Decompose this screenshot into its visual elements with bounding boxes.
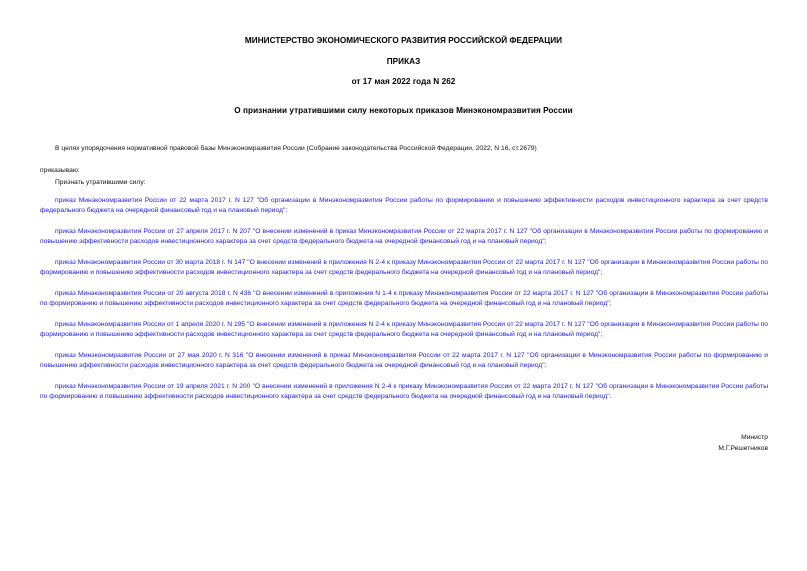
repealed-order-link[interactable]: приказ Минэкономразвития России от 1 апреля 2020 г. N 195 "О внесении изменений в приложения N 2-4 к приказу Минэкономразвития России от 22 марта 2017 г. N 127 "Об организации в Минэкономразвития России работы по формированию и повышению эффективности расходов инвестиционного характера за счет средств федерального бюджета на очередной финансовый год и на плановый период"; (40, 321, 768, 339)
order-word: приказываю: (40, 167, 80, 174)
repealed-order-link[interactable]: приказ Минэкономразвития России от 22 марта 2017 г. N 127 "Об организации в Минэкономразвития России работы по формированию и повышению эффективности расходов инвестиционного характера за счет средств федерального бюджета на очередной финансовый год и на плановый период"; (40, 197, 768, 215)
document-title: О признании утратившими силу некоторых приказов Минэкономразвития России (234, 106, 573, 115)
doc-type-heading: ПРИКАЗ (386, 57, 421, 66)
repealed-order-link[interactable]: приказ Минэкономразвития России от 30 марта 2018 г. N 147 "О внесении изменений в приложения N 2-4 к приказу Минэкономразвития России от 22 марта 2017 г. N 127 "Об организации в Минэкономразвития России работы по формированию и повышению эффективности расходов инвестиционного характера за счет средств федерального бюджета на очередной финансовый год и на плановый период"; (40, 259, 768, 277)
ministry-heading: МИНИСТЕРСТВО ЭКОНОМИЧЕСКОГО РАЗВИТИЯ РОССИЙСКОЙ ФЕДЕРАЦИИ (244, 36, 563, 45)
repealed-order-link[interactable]: приказ Минэкономразвития России от 27 мая 2020 г. N 316 "О внесении изменений в приказ Минэкономразвития России от 22 марта 2017 г. N 127 "Об организации в Минэкономразвития России работы по формированию и повышению эффективности расходов инвестиционного характера за счет средств федерального бюджета на очередной финансовый год и на плановый период"; (40, 352, 768, 370)
intro-paragraph: В целях упорядочения нормативной правовой базы Минэкономразвития России (Собрание законодательства Российской Федерации, 2022, N 16, ст.2679) (55, 145, 537, 152)
date-number-heading: от 17 мая 2022 года N 262 (351, 77, 456, 86)
repeal-statement: Признать утратившими силу: (55, 179, 146, 186)
repealed-order-link[interactable]: приказ Минэкономразвития России от 20 августа 2018 г. N 436 "О внесении изменений в приложения N 1-4 к приказу Минэкономразвития России от 22 марта 2017 г. N 127 "Об организации в Минэкономразвития России работы по формированию и повышению эффективности расходов инвестиционного характера за счет средств федерального бюджета на очередной финансовый год и на плановый период"; (40, 290, 768, 308)
signatory-name: М.Г.Решетников (718, 445, 768, 452)
signatory-position: Министр (741, 434, 768, 441)
repealed-order-link[interactable]: приказ Минэкономразвития России от 27 апреля 2017 г. N 207 "О внесении изменений в приказ Минэкономразвития России от 22 марта 2017 г. N 127 "Об организации в Минэкономразвития России работы по формированию и повышению эффективности расходов инвестиционного характера за счет средств федерального бюджета на очередной финансовый год и на плановый период"; (40, 228, 768, 246)
repealed-order-link[interactable]: приказ Минэкономразвития России от 19 апреля 2021 г. N 200 "О внесении изменений в приложения N 2-4 к приказу Минэкономразвития России от 22 марта 2017 г. N 127 "Об организации в Минэкономразвития России работы по формированию и повышению эффективности расходов инвестиционного характера за счет средств федерального бюджета на очередной финансовый год и на плановый период". (40, 383, 768, 401)
